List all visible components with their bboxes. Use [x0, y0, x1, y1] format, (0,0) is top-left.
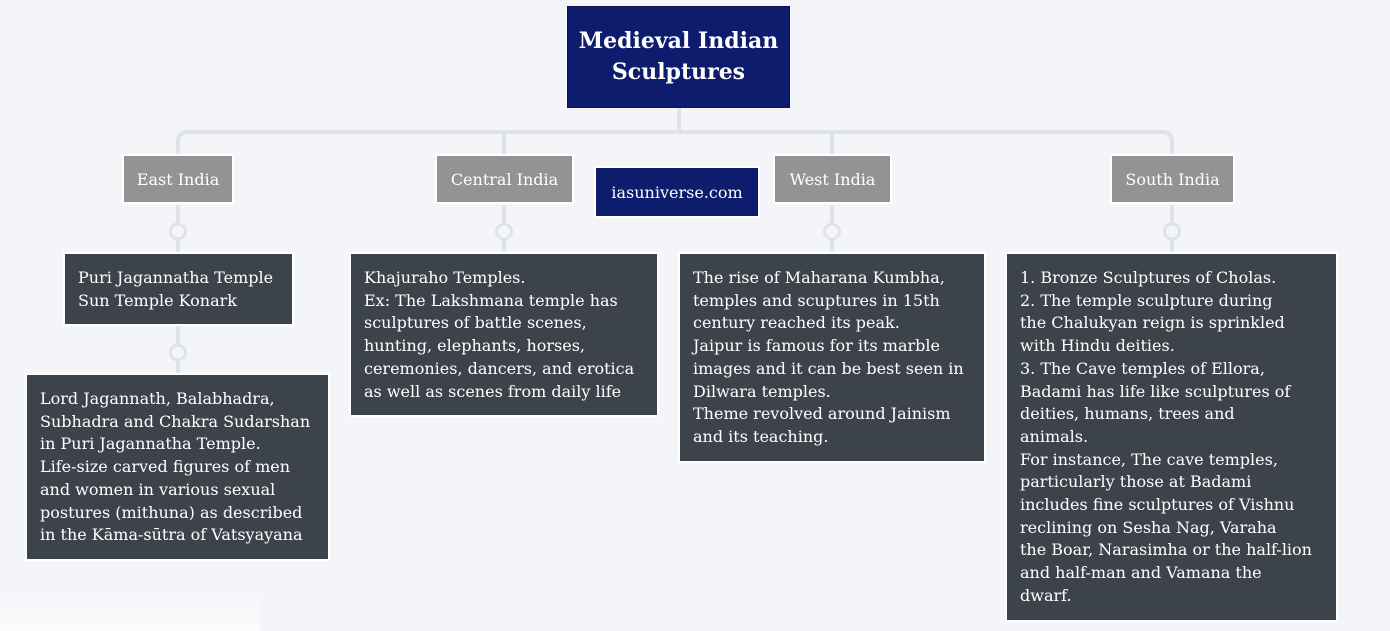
- leaf-line: particularly those at Badami: [1020, 472, 1252, 492]
- leaf-line: temples and scuptures in 15th: [693, 290, 940, 310]
- leaf-line: animals.: [1020, 426, 1089, 446]
- connector-node-east-1: [171, 224, 186, 239]
- root-topic[interactable]: [567, 6, 790, 108]
- leaf-line: in the Kāma-sūtra of Vatsyayana: [40, 525, 303, 545]
- leaf-line: ceremonies, dancers, and erotica: [364, 358, 635, 378]
- branch-central-india[interactable]: [435, 154, 574, 204]
- leaf-line: the Boar, Narasimha or the half-lion: [1020, 540, 1312, 560]
- leaf-line: 3. The Cave temples of Ellora,: [1020, 358, 1265, 378]
- branch-west-india[interactable]: [773, 154, 892, 204]
- leaf-line: and half-man and Vamana the: [1020, 563, 1262, 583]
- leaf-line: 1. Bronze Sculptures of Cholas.: [1020, 268, 1277, 287]
- leaf-line: dwarf.: [1020, 585, 1072, 605]
- leaf-line: Dilwara temples.: [693, 381, 831, 401]
- leaf-line: Lord Jagannath, Balabhadra,: [40, 389, 275, 408]
- connector-node-central-1: [497, 224, 512, 239]
- branch-south-india[interactable]: [1110, 154, 1235, 204]
- leaf-line: The rise of Maharana Kumbha,: [693, 268, 945, 287]
- leaf-line: Life-size carved figures of men: [40, 457, 291, 477]
- leaf-line: the Chalukyan reign is sprinkled: [1020, 313, 1285, 333]
- connector-node-west-1: [825, 224, 840, 239]
- leaf-east-details[interactable]: [25, 373, 330, 561]
- leaf-line: Khajuraho Temples.: [364, 268, 526, 287]
- branch-label: West India: [789, 169, 876, 189]
- root-title-line1: Medieval Indian: [578, 28, 779, 54]
- branch-bus: [178, 132, 1172, 155]
- leaf-line: postures (mithuna) as described: [40, 502, 303, 522]
- leaf-line: Badami has life like sculptures of: [1020, 381, 1291, 401]
- leaf-line: as well as scenes from daily life: [364, 381, 622, 401]
- watermark-text: iasuniverse.com: [611, 182, 743, 202]
- corner-shade: [0, 591, 260, 631]
- branch-label: East India: [136, 169, 220, 189]
- branch-label: South India: [1125, 169, 1220, 189]
- leaf-line: Puri Jagannatha Temple: [78, 268, 274, 287]
- leaf-west-details[interactable]: [678, 252, 986, 463]
- leaf-line: in Puri Jagannatha Temple.: [40, 434, 261, 454]
- leaf-line: and women in various sexual: [40, 479, 276, 499]
- leaf-central-khajuraho[interactable]: [349, 252, 659, 417]
- leaf-line: Subhadra and Chakra Sudarshan: [40, 411, 311, 431]
- branch-label: Central India: [450, 169, 559, 189]
- leaf-line: with Hindu deities.: [1020, 336, 1175, 356]
- leaf-line: includes fine sculptures of Vishnu: [1020, 495, 1295, 515]
- leaf-line: Jaipur is famous for its marble: [693, 336, 940, 356]
- leaf-south-details[interactable]: [1005, 252, 1338, 622]
- leaf-line: Sun Temple Konark: [78, 290, 237, 310]
- connector-node-east-2: [171, 345, 186, 360]
- leaf-line: hunting, elephants, horses,: [364, 336, 585, 356]
- branch-east-india[interactable]: [122, 154, 234, 204]
- leaf-east-temples[interactable]: [63, 252, 294, 326]
- leaf-line: For instance, The cave temples,: [1020, 449, 1278, 469]
- leaf-line: century reached its peak.: [693, 313, 900, 333]
- leaf-line: reclining on Sesha Nag, Varaha: [1020, 517, 1277, 537]
- leaf-line: Ex: The Lakshmana temple has: [364, 290, 618, 310]
- watermark-label: [594, 166, 760, 218]
- leaf-line: sculptures of battle scenes,: [364, 313, 587, 333]
- leaf-line: 2. The temple sculpture during: [1020, 290, 1273, 310]
- connector-node-south-1: [1165, 224, 1180, 239]
- leaf-line: Theme revolved around Jainism: [693, 404, 951, 424]
- leaf-line: deities, humans, trees and: [1020, 404, 1235, 424]
- leaf-line: and its teaching.: [693, 426, 829, 446]
- root-title-line2: Sculptures: [611, 59, 746, 85]
- leaf-line: images and it can be best seen in: [693, 358, 964, 378]
